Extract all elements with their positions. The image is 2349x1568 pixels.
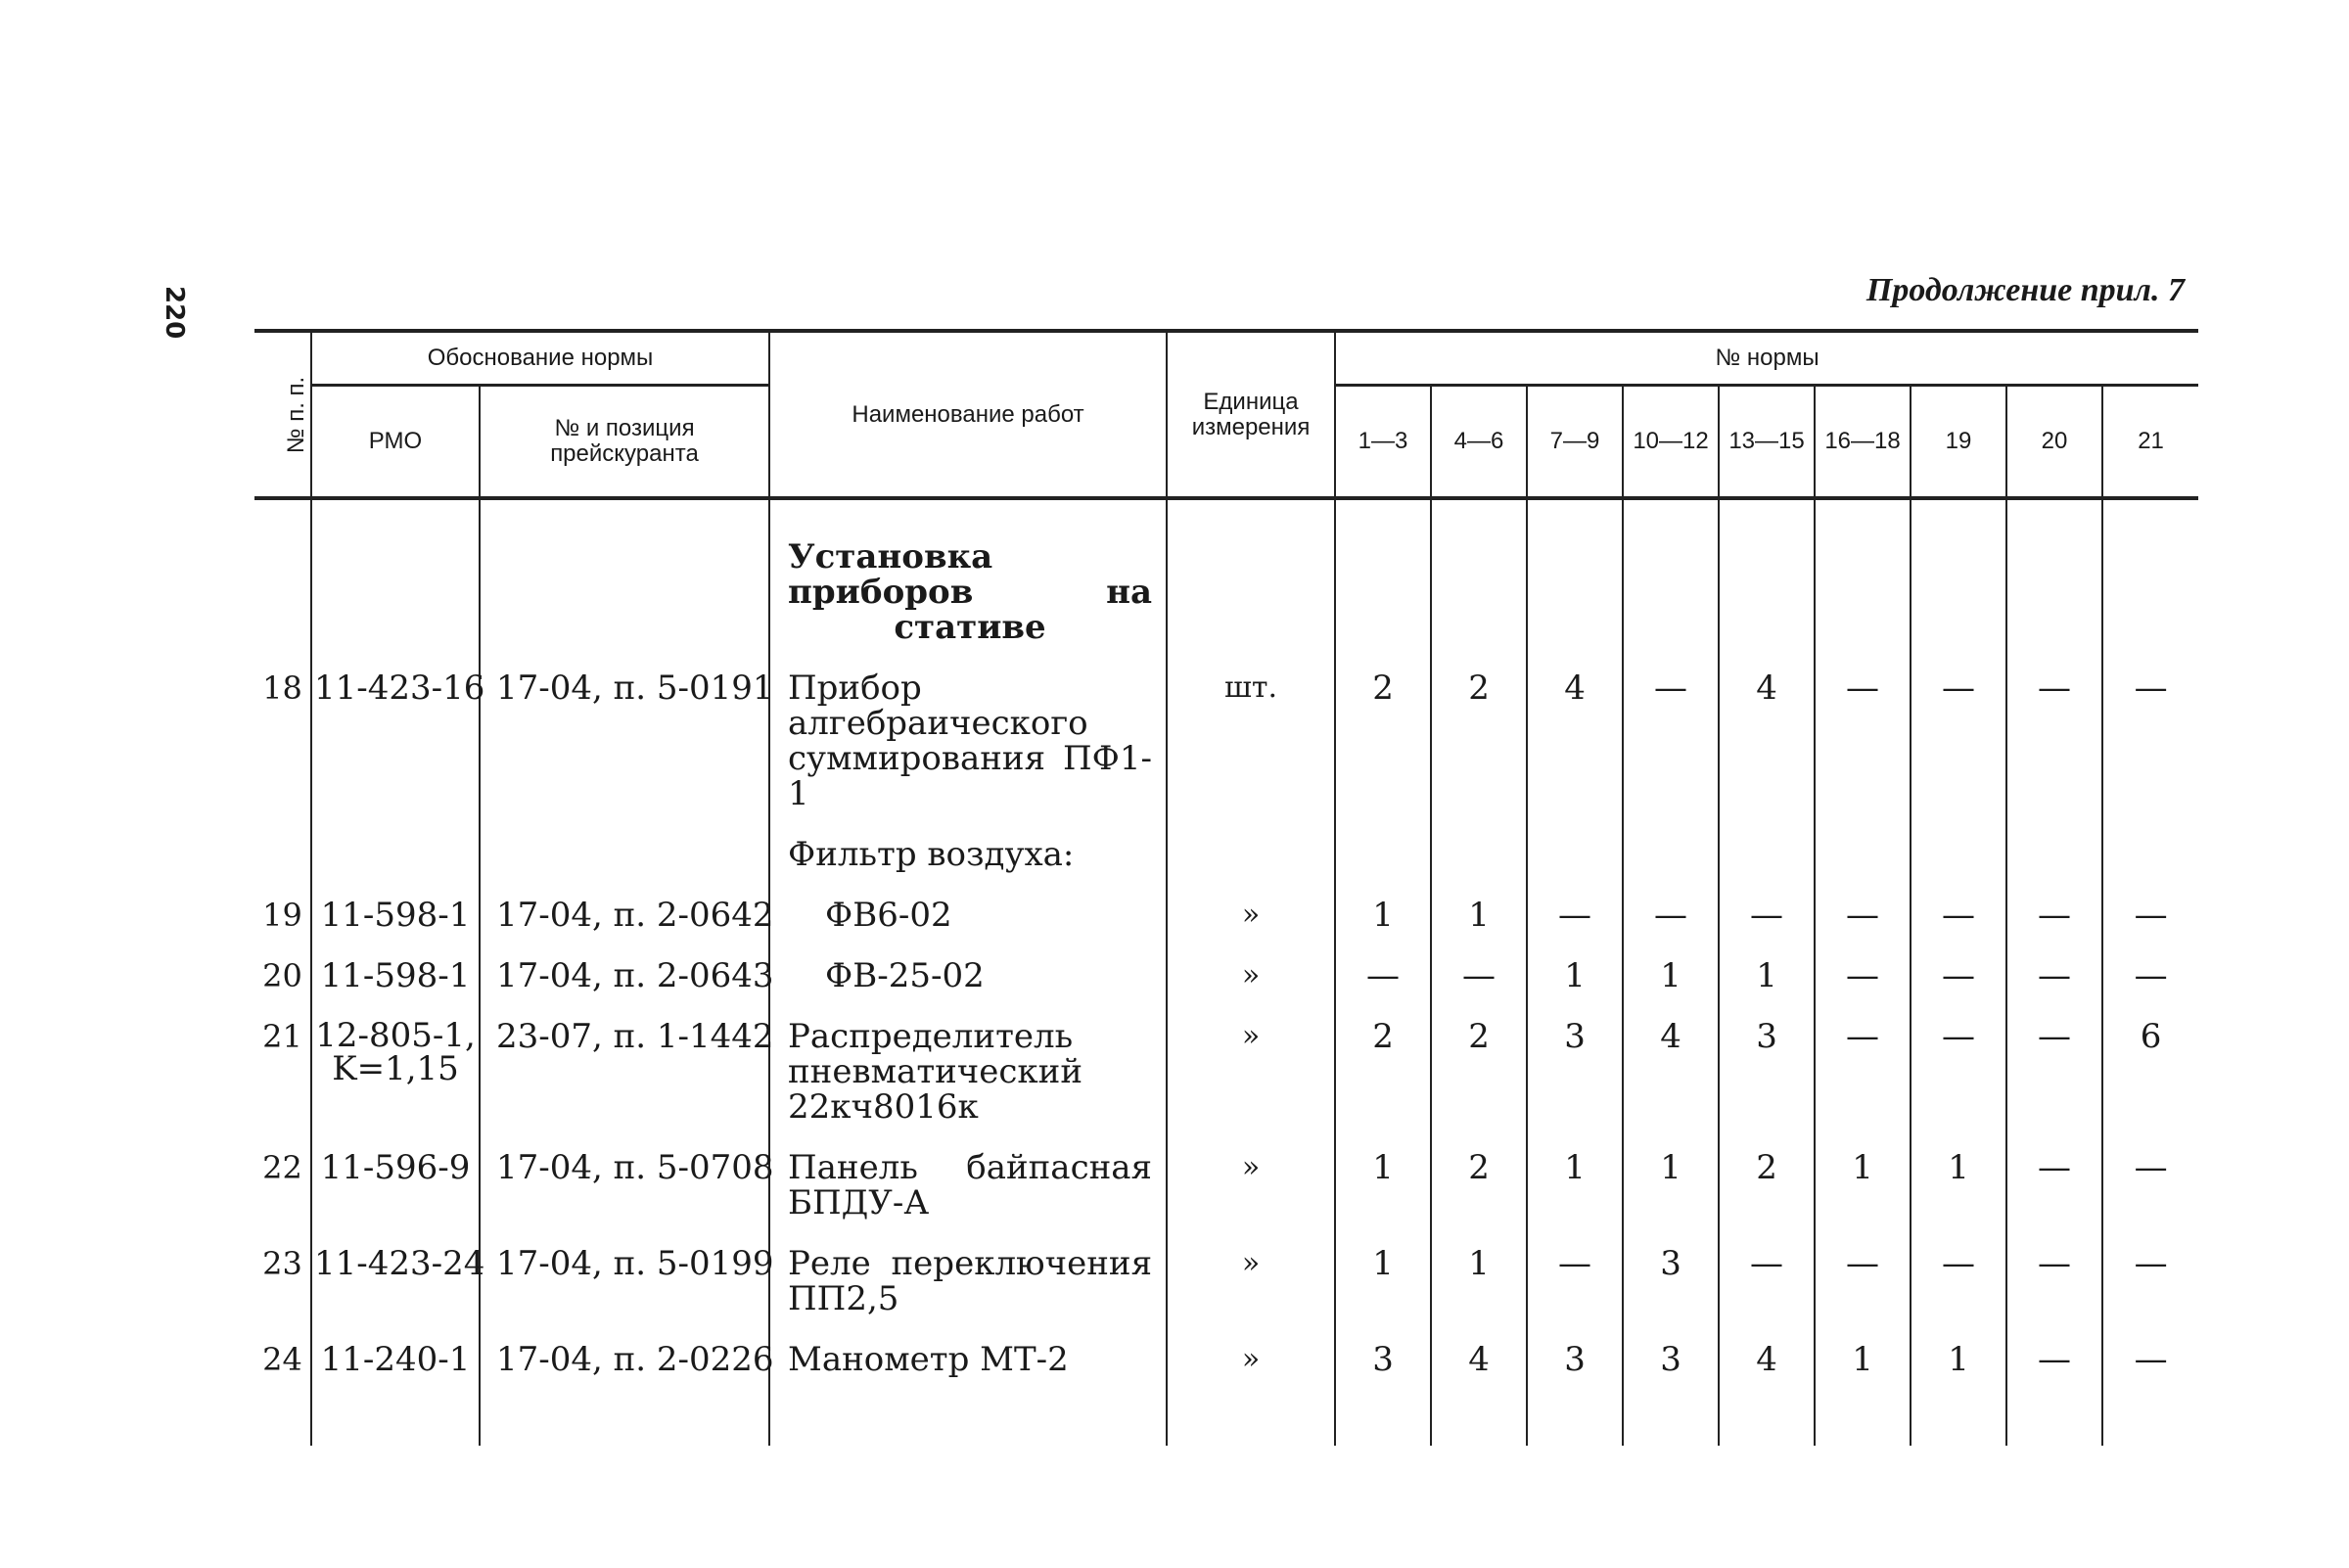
header-norm-1: 1—3 (1335, 386, 1431, 499)
row-value: — (2102, 1150, 2198, 1221)
row-value: — (2006, 1019, 2102, 1125)
row-value: 4 (1431, 1342, 1527, 1377)
table-row (254, 1150, 2198, 1221)
row-value: — (1719, 898, 1815, 933)
row-value: — (1911, 1246, 2006, 1316)
row-unit: шт. (1167, 670, 1335, 811)
row-work-name: Панель байпасная БПДУ-А (769, 1150, 1167, 1221)
row-value: — (1815, 1019, 1911, 1125)
row-value: 1 (1719, 958, 1815, 993)
row-value: — (2006, 1246, 2102, 1316)
header-norm-2: 4—6 (1431, 386, 1527, 499)
table-row (254, 958, 2198, 993)
row-value: 2 (1431, 1019, 1527, 1125)
row-value: 4 (1623, 1019, 1719, 1125)
row-value: 1 (1431, 898, 1527, 933)
row-value: — (1623, 898, 1719, 933)
header-work-name: Наименование работ (769, 331, 1167, 498)
row-price-position: 17-04, п. 5-0199 (480, 1246, 769, 1316)
row-price-position: 17-04, п. 2-0642 (480, 898, 769, 933)
header-norm-3: 7—9 (1527, 386, 1623, 499)
table-row (254, 1019, 2198, 1125)
row-number: 18 (254, 670, 311, 811)
row-value: 1 (1815, 1150, 1911, 1221)
row-number: 20 (254, 958, 311, 993)
row-value: — (1431, 958, 1527, 993)
row-value: 2 (1719, 1150, 1815, 1221)
row-value: 1 (1335, 1150, 1431, 1221)
row-value: 1 (1623, 958, 1719, 993)
row-price-position: 17-04, п. 2-0643 (480, 958, 769, 993)
row-unit: » (1167, 898, 1335, 933)
row-value: — (1527, 1246, 1623, 1316)
table-row (254, 670, 2198, 811)
row-price-position: 17-04, п. 2-0226 (480, 1342, 769, 1377)
row-value: 3 (1719, 1019, 1815, 1125)
row-value: — (1815, 670, 1911, 811)
row-price-position: 17-04, п. 5-0708 (480, 1150, 769, 1221)
row-value: — (1335, 958, 1431, 993)
row-value: 2 (1335, 670, 1431, 811)
row-value: 2 (1431, 670, 1527, 811)
row-unit: » (1167, 1342, 1335, 1377)
row-work-name: Манометр МТ-2 (769, 1342, 1167, 1377)
row-value: — (2102, 1246, 2198, 1316)
row-value: 2 (1431, 1150, 1527, 1221)
row-price-position: 23-07, п. 1-1442 (480, 1019, 769, 1125)
row-value: 1 (1431, 1246, 1527, 1316)
row-rmo: 11-598-1 (311, 898, 480, 933)
header-norm-9: 21 (2102, 386, 2198, 499)
norms-table (254, 329, 2198, 1446)
row-value: 3 (1527, 1342, 1623, 1377)
row-work-name: ФВ6-02 (769, 898, 1167, 933)
header-price-position: № и позиция прейскуранта (480, 386, 769, 499)
row-value: — (1719, 1246, 1815, 1316)
row-number: 24 (254, 1342, 311, 1377)
row-rmo: 12-805-1, K=1,15 (311, 1019, 480, 1125)
row-value: 3 (1623, 1246, 1719, 1316)
row-value: 3 (1623, 1342, 1719, 1377)
row-value: — (1815, 1246, 1911, 1316)
row-value: — (2102, 898, 2198, 933)
row-value: — (1527, 898, 1623, 933)
row-rmo: 11-596-9 (311, 1150, 480, 1221)
row-value: — (1911, 898, 2006, 933)
row-rmo: 11-423-16 (311, 670, 480, 811)
header-norms-group: № нормы (1335, 331, 2198, 386)
header-rmo: РМО (311, 386, 480, 499)
row-value: 3 (1335, 1342, 1431, 1377)
row-work-name: Распределитель пневматический 22кч8016к (769, 1019, 1167, 1125)
row-value: 4 (1719, 1342, 1815, 1377)
header-norm-5: 13—15 (1719, 386, 1815, 499)
row-value: — (1623, 670, 1719, 811)
section-row (254, 539, 2198, 645)
section-row (254, 837, 2198, 872)
row-number: 21 (254, 1019, 311, 1125)
row-number: 19 (254, 898, 311, 933)
header-index (254, 331, 311, 498)
row-value: — (1911, 670, 2006, 811)
table-header (254, 331, 2198, 498)
row-work-name: Реле переключения ПП2,5 (769, 1246, 1167, 1316)
row-value: — (2102, 958, 2198, 993)
table-row (254, 1246, 2198, 1316)
row-value: — (2102, 670, 2198, 811)
header-norm-8: 20 (2006, 386, 2102, 499)
row-value: — (1911, 958, 2006, 993)
row-value: — (2006, 898, 2102, 933)
row-work-name: Прибор алгебраического суммирования ПФ1-1 (769, 670, 1167, 811)
row-rmo: 11-240-1 (311, 1342, 480, 1377)
row-value: — (2006, 1150, 2102, 1221)
row-price-position: 17-04, п. 5-0191 (480, 670, 769, 811)
row-value: 1 (1527, 1150, 1623, 1221)
row-value: 4 (1719, 670, 1815, 811)
page-number: 220 (160, 286, 189, 340)
header-unit: Единица измерения (1167, 331, 1335, 498)
row-value: — (2006, 958, 2102, 993)
header-norm-4: 10—12 (1623, 386, 1719, 499)
row-unit: » (1167, 1150, 1335, 1221)
row-value: — (2102, 1342, 2198, 1377)
table-row (254, 1342, 2198, 1377)
row-value: 1 (1335, 1246, 1431, 1316)
row-value: — (1911, 1019, 2006, 1125)
header-norm-7: 19 (1911, 386, 2006, 499)
row-value: — (1815, 958, 1911, 993)
row-value: 1 (1335, 898, 1431, 933)
header-norm-6: 16—18 (1815, 386, 1911, 499)
section-filter-heading: Фильтр воздуха: (769, 837, 1167, 872)
row-rmo: 11-598-1 (311, 958, 480, 993)
row-value: 4 (1527, 670, 1623, 811)
row-value: — (1815, 898, 1911, 933)
row-value: 1 (1911, 1150, 2006, 1221)
row-unit: » (1167, 1246, 1335, 1316)
row-rmo: 11-423-24 (311, 1246, 480, 1316)
row-value: 1 (1527, 958, 1623, 993)
row-value: 3 (1527, 1019, 1623, 1125)
continuation-title: Продолжение прил. 7 (1865, 272, 2185, 308)
row-work-name: ФВ-25-02 (769, 958, 1167, 993)
row-unit: » (1167, 1019, 1335, 1125)
row-value: 2 (1335, 1019, 1431, 1125)
row-value: — (2006, 670, 2102, 811)
row-value: 6 (2102, 1019, 2198, 1125)
header-basis-group: Обоснование нормы (311, 331, 769, 386)
header-index-label: № п. п. (283, 376, 310, 453)
row-value: 1 (1623, 1150, 1719, 1221)
section-install-heading: Установка приборов на стативе (769, 539, 1167, 645)
row-unit: » (1167, 958, 1335, 993)
row-number: 23 (254, 1246, 311, 1316)
row-value: 1 (1815, 1342, 1911, 1377)
row-number: 22 (254, 1150, 311, 1221)
row-value: — (2006, 1342, 2102, 1377)
table-row (254, 898, 2198, 933)
row-value: 1 (1911, 1342, 2006, 1377)
